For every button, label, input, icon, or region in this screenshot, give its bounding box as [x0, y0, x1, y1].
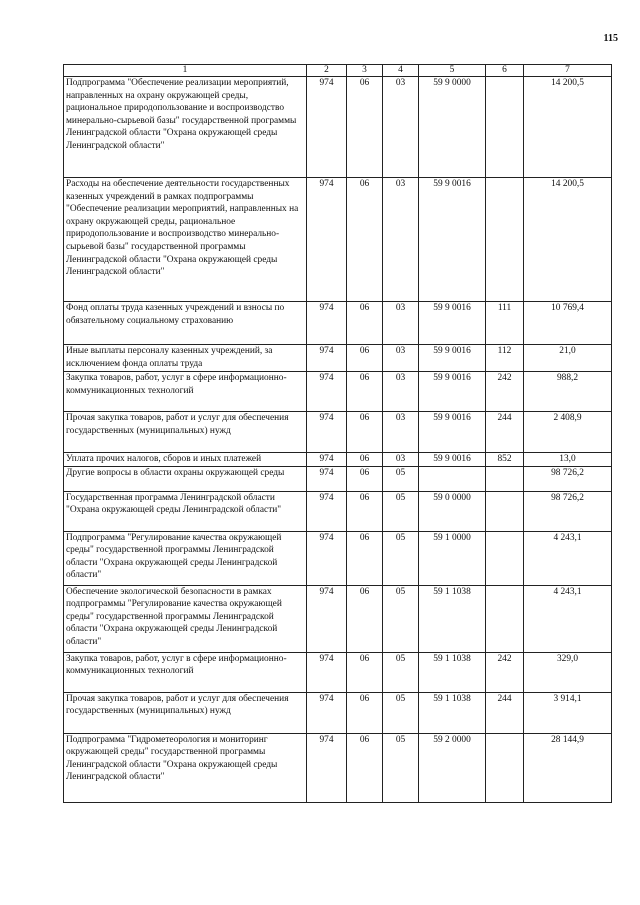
row-subsection: 05: [383, 692, 419, 733]
row-admin-code: 974: [307, 345, 347, 372]
row-expense-type: [486, 466, 524, 491]
row-admin-code: 974: [307, 302, 347, 345]
table-row: [64, 491, 612, 531]
row-name: Прочая закупка товаров, работ и услуг для обеспечения государственных (муниципальных) нужд: [64, 412, 307, 453]
row-amount: 98 726,2: [524, 491, 612, 531]
row-name: Прочая закупка товаров, работ и услуг для обеспечения государственных (муниципальных) нужд: [64, 692, 307, 733]
row-amount: 13,0: [524, 453, 612, 467]
row-section: 06: [347, 412, 383, 453]
row-admin-code: 974: [307, 178, 347, 302]
row-amount: 4 243,1: [524, 585, 612, 652]
row-target-article: 59 1 1038: [419, 692, 486, 733]
row-target-article: 59 9 0016: [419, 412, 486, 453]
table-row: [64, 302, 612, 345]
table-row: [64, 77, 612, 178]
row-expense-type: 242: [486, 372, 524, 412]
row-expense-type: [486, 585, 524, 652]
row-section: 06: [347, 652, 383, 692]
row-name: Иные выплаты персоналу казенных учреждений, за исключением фонда оплаты труда: [64, 345, 307, 372]
header-col-1: 1: [64, 65, 307, 77]
row-amount: 329,0: [524, 652, 612, 692]
row-target-article: 59 1 1038: [419, 652, 486, 692]
row-section: 06: [347, 692, 383, 733]
row-name: Уплата прочих налогов, сборов и иных платежей: [64, 453, 307, 467]
row-expense-type: [486, 491, 524, 531]
row-target-article: 59 9 0000: [419, 77, 486, 178]
row-name: Подпрограмма "Обеспечение реализации мероприятий, направленных на охрану окружающей среды, рациональное природопользование и воспроизводство минерально-сырьевой базы" государственной программы Ленинградской области "Охрана окружающей среды Ленинградской области": [64, 77, 307, 178]
row-admin-code: 974: [307, 531, 347, 585]
row-subsection: 03: [383, 345, 419, 372]
row-subsection: 05: [383, 733, 419, 802]
row-subsection: 03: [383, 453, 419, 467]
row-section: 06: [347, 531, 383, 585]
row-amount: 4 243,1: [524, 531, 612, 585]
row-subsection: 05: [383, 466, 419, 491]
row-admin-code: 974: [307, 77, 347, 178]
row-target-article: 59 2 0000: [419, 733, 486, 802]
table-row: [64, 345, 612, 372]
row-section: 06: [347, 345, 383, 372]
row-expense-type: 244: [486, 692, 524, 733]
row-target-article: 59 9 0016: [419, 178, 486, 302]
row-expense-type: [486, 733, 524, 802]
row-subsection: 05: [383, 531, 419, 585]
row-amount: 3 914,1: [524, 692, 612, 733]
row-name: Другие вопросы в области охраны окружающей среды: [64, 466, 307, 491]
row-amount: 988,2: [524, 372, 612, 412]
row-name: Закупка товаров, работ, услуг в сфере информационно-коммуникационных технологий: [64, 652, 307, 692]
row-section: 06: [347, 302, 383, 345]
row-expense-type: 244: [486, 412, 524, 453]
row-expense-type: 112: [486, 345, 524, 372]
row-admin-code: 974: [307, 372, 347, 412]
row-expense-type: [486, 77, 524, 178]
row-subsection: 03: [383, 412, 419, 453]
row-amount: 28 144,9: [524, 733, 612, 802]
row-section: 06: [347, 491, 383, 531]
row-expense-type: 852: [486, 453, 524, 467]
row-section: 06: [347, 453, 383, 467]
row-subsection: 05: [383, 585, 419, 652]
row-admin-code: 974: [307, 652, 347, 692]
row-section: 06: [347, 77, 383, 178]
row-amount: 14 200,5: [524, 178, 612, 302]
row-expense-type: 242: [486, 652, 524, 692]
row-subsection: 03: [383, 302, 419, 345]
header-col-5: 5: [419, 65, 486, 77]
row-expense-type: [486, 531, 524, 585]
row-admin-code: 974: [307, 733, 347, 802]
row-section: 06: [347, 466, 383, 491]
row-admin-code: 974: [307, 491, 347, 531]
row-amount: 21,0: [524, 345, 612, 372]
row-target-article: 59 9 0016: [419, 302, 486, 345]
row-section: 06: [347, 178, 383, 302]
row-target-article: 59 0 0000: [419, 491, 486, 531]
header-col-2: 2: [307, 65, 347, 77]
row-amount: 2 408,9: [524, 412, 612, 453]
row-target-article: [419, 466, 486, 491]
row-section: 06: [347, 372, 383, 412]
row-target-article: 59 1 1038: [419, 585, 486, 652]
row-target-article: 59 9 0016: [419, 453, 486, 467]
row-target-article: 59 9 0016: [419, 372, 486, 412]
row-admin-code: 974: [307, 692, 347, 733]
row-admin-code: 974: [307, 466, 347, 491]
header-col-6: 6: [486, 65, 524, 77]
table-row: [64, 733, 612, 802]
row-target-article: 59 9 0016: [419, 345, 486, 372]
header-col-7: 7: [524, 65, 612, 77]
row-amount: 98 726,2: [524, 466, 612, 491]
table-row: [64, 412, 612, 453]
table-row: [64, 178, 612, 302]
row-name: Подпрограмма "Гидрометеорология и мониторинг окружающей среды" государственной программы Ленинградской области "Охрана окружающей среды Ленинградской области": [64, 733, 307, 802]
row-target-article: 59 1 0000: [419, 531, 486, 585]
budget-table: [63, 64, 612, 803]
row-subsection: 03: [383, 77, 419, 178]
table-row: [64, 652, 612, 692]
row-name: Подпрограмма "Регулирование качества окружающей среды" государственной программы Ленинградской области "Охрана окружающей среды Ленинградской области": [64, 531, 307, 585]
row-name: Фонд оплаты труда казенных учреждений и взносы по обязательному социальному страхованию: [64, 302, 307, 345]
row-subsection: 05: [383, 491, 419, 531]
row-name: Расходы на обеспечение деятельности государственных казенных учреждений в рамках подпрограммы "Обеспечение реализации мероприятий, направленных на охрану окружающей среды, рациональное природопользование и воспроизводство минерально-сырьевой базы" государственной программы Ленинградской области "Охрана окружающей среды Ленинградской области": [64, 178, 307, 302]
row-expense-type: 111: [486, 302, 524, 345]
row-section: 06: [347, 733, 383, 802]
table-header-row: [64, 65, 612, 77]
table-row: [64, 453, 612, 467]
row-admin-code: 974: [307, 585, 347, 652]
row-name: Закупка товаров, работ, услуг в сфере информационно-коммуникационных технологий: [64, 372, 307, 412]
header-col-3: 3: [347, 65, 383, 77]
row-expense-type: [486, 178, 524, 302]
row-admin-code: 974: [307, 453, 347, 467]
table-row: [64, 531, 612, 585]
row-subsection: 03: [383, 178, 419, 302]
row-subsection: 05: [383, 652, 419, 692]
row-name: Обеспечение экологической безопасности в рамках подпрограммы "Регулирование качества окружающей среды" государственной программы Ленинградской области "Охрана окружающей среды Ленинградской области": [64, 585, 307, 652]
page-number: 115: [603, 33, 618, 44]
table-row: [64, 692, 612, 733]
table-row: [64, 466, 612, 491]
row-amount: 14 200,5: [524, 77, 612, 178]
row-name: Государственная программа Ленинградской области "Охрана окружающей среды Ленинградской области": [64, 491, 307, 531]
header-col-4: 4: [383, 65, 419, 77]
row-section: 06: [347, 585, 383, 652]
row-amount: 10 769,4: [524, 302, 612, 345]
row-subsection: 03: [383, 372, 419, 412]
table-row: [64, 372, 612, 412]
row-admin-code: 974: [307, 412, 347, 453]
table-row: [64, 585, 612, 652]
